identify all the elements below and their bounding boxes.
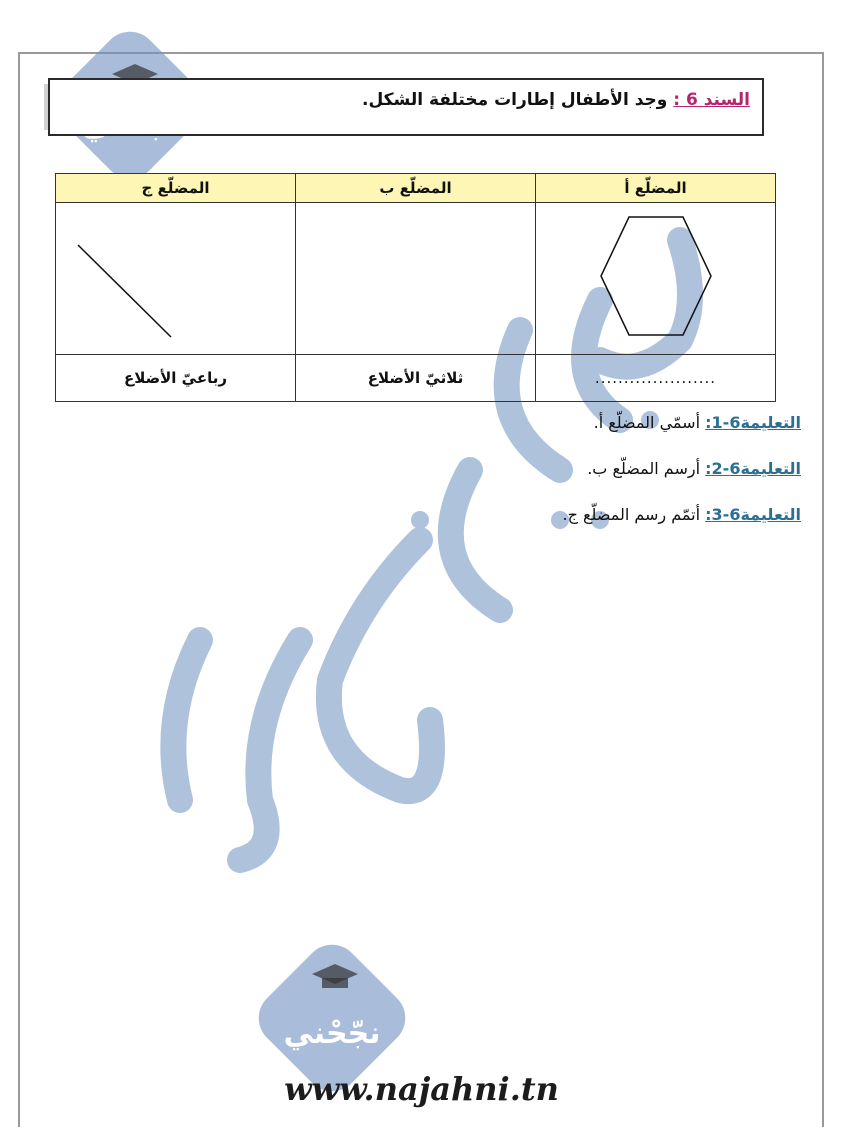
title-label: السند 6 : <box>673 90 750 110</box>
label-polygon-b: ثلاثيّ الأضلاع <box>296 354 536 401</box>
hexagon-shape <box>591 211 721 341</box>
answer-dots: ..................... <box>594 368 717 387</box>
shape-cell-c[interactable] <box>56 203 296 355</box>
title-box <box>48 78 764 136</box>
website-url: www.najahni.tn <box>284 1070 559 1108</box>
label-polygon-c: رباعيّ الأضلاع <box>56 354 296 401</box>
header-polygon-a: المضلّع أ <box>536 174 776 203</box>
shape-cell-a <box>536 203 776 355</box>
instruction-label: التعليمة6-3: <box>705 505 801 524</box>
instruction-item <box>563 492 801 538</box>
polygons-table <box>55 173 776 402</box>
header-polygon-c: المضلّع ج <box>56 174 296 203</box>
line-segment-shape <box>56 203 276 353</box>
graduation-cap-icon <box>310 962 360 998</box>
instruction-label: التعليمة6-2: <box>705 459 801 478</box>
title-text: وجد الأطفال إطارات مختلفة الشكل. <box>362 90 668 110</box>
instruction-text: أتمّم رسم المضلّع ج. <box>562 505 701 524</box>
page-title <box>362 90 750 110</box>
instruction-label: التعليمة6-1: <box>705 413 801 432</box>
instructions-list <box>563 400 801 538</box>
instruction-item <box>563 400 801 446</box>
instruction-item <box>563 446 801 492</box>
shape-cell-b[interactable] <box>296 203 536 355</box>
logo-text-bottom: نجّحْني <box>283 1016 381 1051</box>
instruction-text: أسمّي المضلّع أ. <box>593 413 701 432</box>
header-polygon-b: المضلّع ب <box>296 174 536 203</box>
instruction-text: أرسم المضلّع ب. <box>587 459 701 478</box>
label-polygon-a[interactable] <box>536 354 776 401</box>
